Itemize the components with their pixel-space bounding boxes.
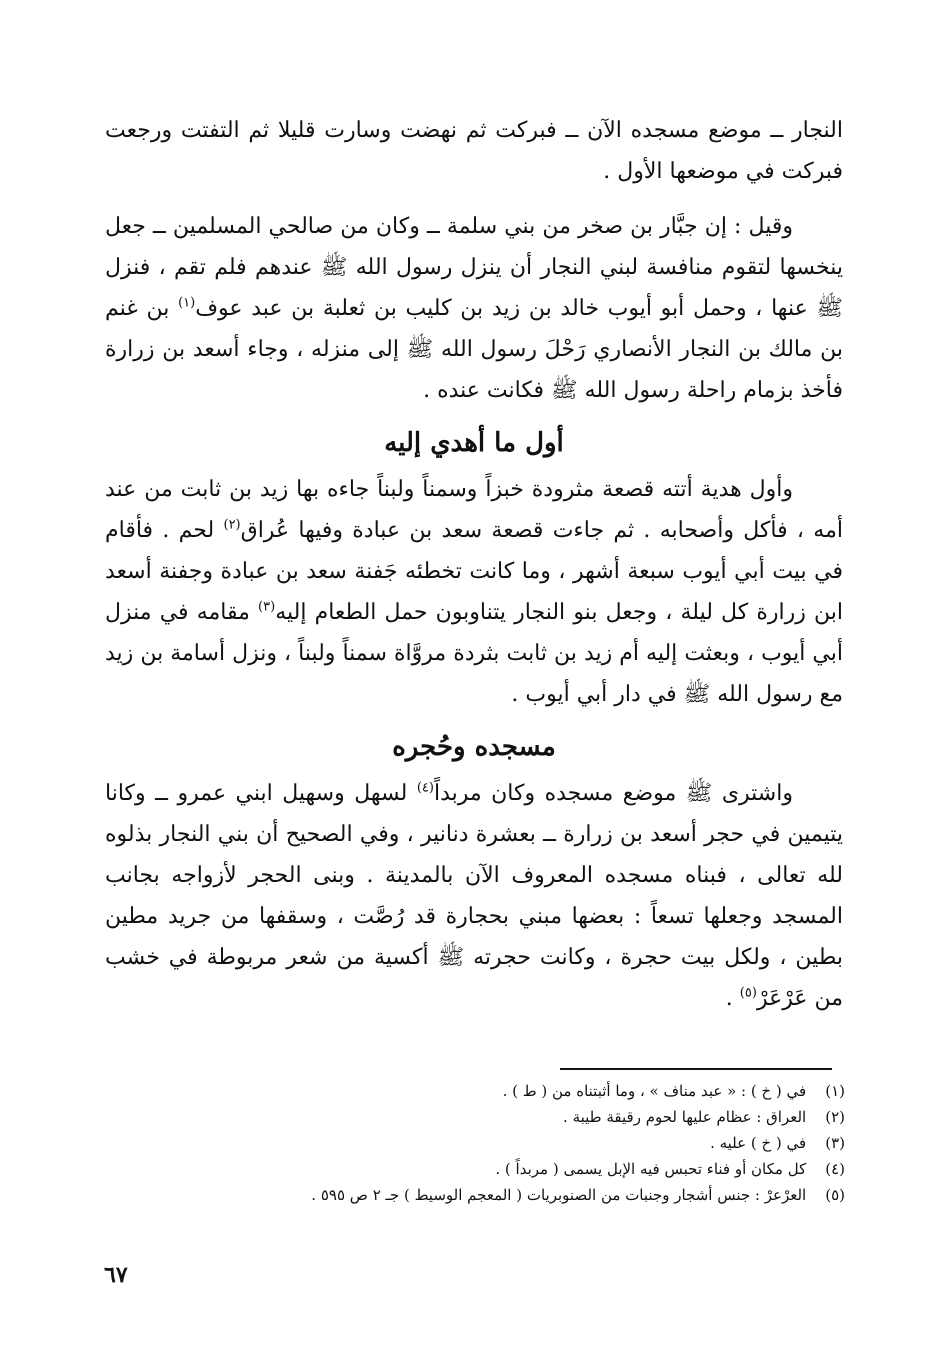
footnote-item (150, 1130, 845, 1156)
paragraph-text: مقامه في منزل أبي أيوب ، وبعثت إليه أم زيد بن ثابت بثردة مروَّاة سمناً ولبناً ، ونزل أسامة بن زيد مع رسول الله ﷺ في دار أبي أيوب . (105, 600, 843, 707)
footnote-ref: (٥) (739, 985, 757, 1001)
footnote-ref: (٤) (416, 780, 434, 796)
page-number: ٦٧ (104, 1262, 128, 1288)
footnote-text: العرْعرْ : جنس أشجار وجنبات من الصنوبريات ( المعجم الوسيط ) جـ ٢ ص ٥٩٥ . (311, 1186, 807, 1204)
paragraph-mosque (105, 773, 843, 1019)
footnote-text: في ( خ ) عليه . (710, 1134, 807, 1152)
paragraph-gifts (105, 469, 843, 715)
paragraph-text: واشترى ﷺ موضع مسجده وكان مربداً (433, 781, 793, 806)
footnote-number: (٥) (825, 1186, 845, 1204)
footnote-ref: (١) (178, 295, 196, 311)
paragraph-text: بن غنم بن مالك بن النجار الأنصاري رَحْلَ رسول الله ﷺ إلى منزله ، وجاء أسعد بن زرارة فأخذ بزمام راحلة رسول الله ﷺ فكانت عنده . (105, 296, 843, 403)
footnote-item (150, 1156, 845, 1182)
section-heading-first-gift: أول ما أهدي إليه (384, 428, 564, 458)
paragraph-text: النجار ــ موضع مسجده الآن ــ فبركت ثم نهضت وسارت قليلا ثم التفتت ورجعت فبركت في موضعها الأول . (105, 118, 843, 184)
paragraph-opening (105, 110, 843, 192)
section-heading-mosque: مسجده وحُجره (392, 732, 556, 762)
footnote-divider (560, 1068, 832, 1070)
paragraph-text: . (725, 986, 740, 1011)
paragraph-text: لسهل وسهيل ابني عمرو ــ وكانا يتيمين في حجر أسعد بن زرارة ــ بعشرة دنانير ، وفي الصحيح أن بني النجار بذلوه لله تعالى ، فبناه مسجده المعروف الآن بالمدينة . وبنى الحجر لأزواجه بجانب المسجد وجعلها تسعاً : بعضها مبني بحجارة قد رُصَّت ، وسقفها من جريد مطين بطين ، ولكل بيت حجرة ، وكانت حجرته ﷺ أكسية من شعر مربوطة في خشب من عَرْعَرْ (105, 781, 843, 1011)
paragraph-jabbar (105, 206, 843, 411)
footnote-text: كل مكان أو فناء تحبس فيه الإبل يسمى ( مربداً ) . (495, 1160, 807, 1178)
footnote-ref: (٣) (258, 599, 276, 615)
paragraph-text: وأول هدية أتته قصعة مثرودة خبزاً وسمناً ولبناً جاءه بها زيد بن ثابت من عند أمه ، فأكل وأصحابه . ثم جاءت قصعة سعد بن عبادة وفيها عُراق (105, 477, 843, 543)
footnote-ref: (٢) (223, 517, 241, 533)
footnote-number: (٤) (825, 1160, 845, 1178)
footnote-item (150, 1078, 845, 1104)
paragraph-text: لحم . فأقام في بيت أبي أيوب سبعة أشهر ، وما كانت تخطئه جَفنة سعد بن عبادة وجفنة أسعد ابن زرارة كل ليلة ، وجعل بنو النجار يتناوبون حمل الطعام إليه (105, 518, 843, 625)
footnote-number: (١) (825, 1082, 845, 1100)
footnote-number: (٣) (825, 1134, 845, 1152)
footnote-number: (٢) (825, 1108, 845, 1126)
footnote-item (150, 1182, 845, 1208)
footnote-text: في ( خ ) : « عبد مناف » ، وما أثبتناه من ( ط ) . (502, 1082, 807, 1100)
footnote-text: العراق : عظام عليها لحوم رقيقة طيبة . (563, 1108, 807, 1126)
page-body (105, 110, 843, 1019)
footnotes (150, 1078, 845, 1208)
footnote-item (150, 1104, 845, 1130)
paragraph-text: وقيل : إن جبَّار بن صخر من بني سلمة ــ وكان من صالحي المسلمين ــ جعل ينخسها لتقوم منافسة لبني النجار أن ينزل رسول الله ﷺ عندهم فلم تقم ، فنزل ﷺ عنها ، وحمل أبو أيوب خالد بن زيد بن كليب بن ثعلبة بن عبد عوف (105, 214, 843, 321)
